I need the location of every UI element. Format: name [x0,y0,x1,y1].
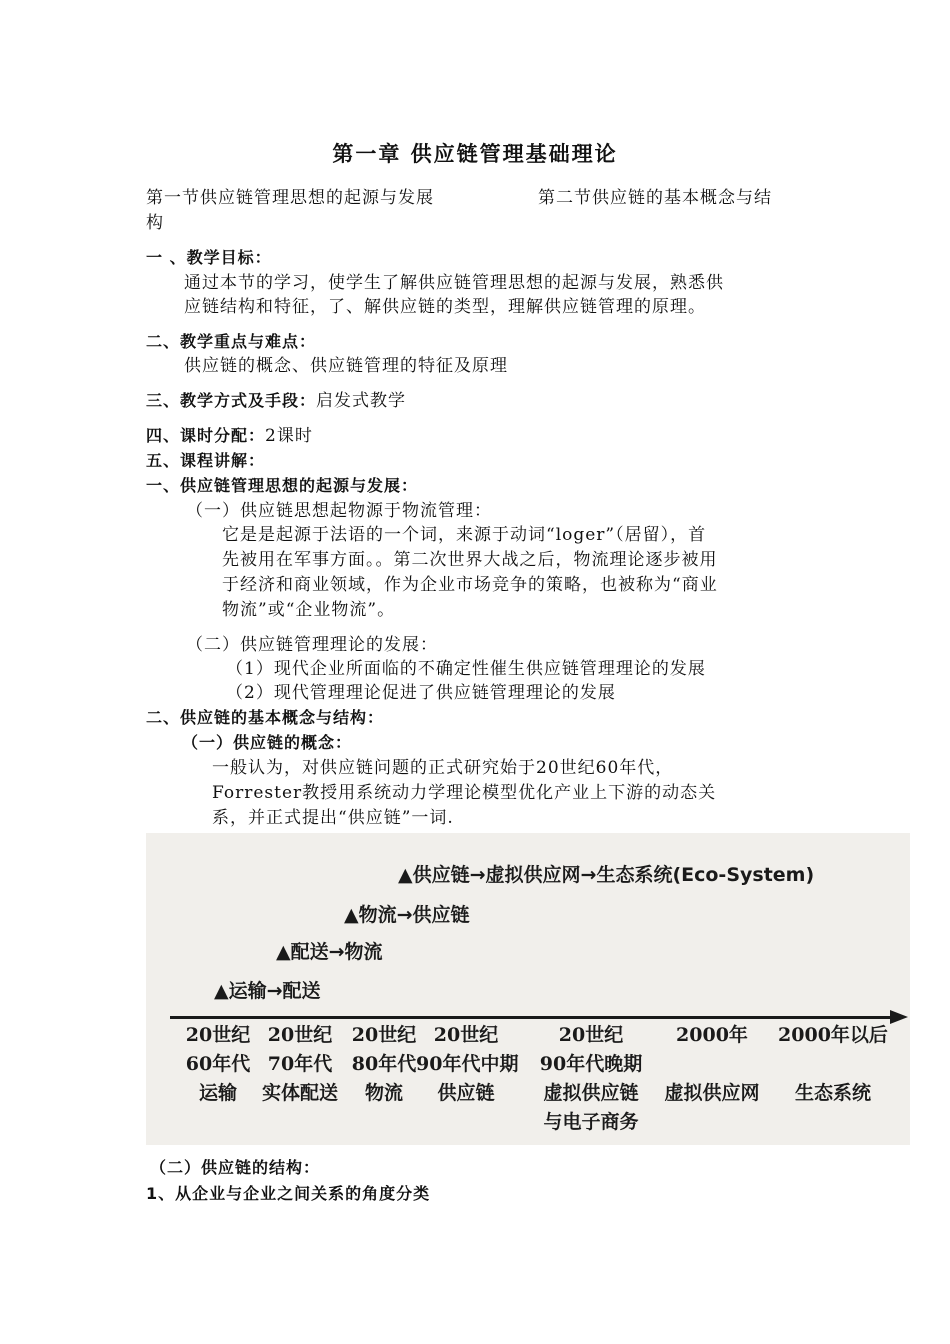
era-period: 60年代 [185,1053,251,1075]
era-year: 20世纪 [433,1024,499,1046]
structure-heading: （二）供应链的结构： [150,1158,321,1177]
structure-item1: 1、从企业与企业之间关系的角度分类 [146,1184,431,1203]
era-stage: 实体配送 [261,1082,338,1104]
timeline-axis [170,1016,894,1019]
part2-heading: 二、供应链的基本概念与结构： [146,708,385,727]
part1-para-line4: 物流”或“企业物流”。 [222,600,396,620]
era-year: 2000年以后 [778,1024,888,1046]
hours-heading: 四、课时分配： [146,426,266,445]
part1-item1: （1）现代企业所面临的不确定性催生供应链管理理论的发展 [226,659,706,679]
method-row [146,389,406,413]
era-period: 70年代 [267,1053,333,1075]
chapter-title: 第一章 供应链管理基础理论 [332,142,618,166]
era-stage: 虚拟供应网 [664,1082,760,1104]
keypoints-text: 供应链的概念、供应链管理的特征及原理 [184,356,508,376]
era-after-2000 [778,1021,888,1108]
section-two-label-wrap: 构 [146,213,164,233]
part1-para-line3: 于经济和商业领域，作为企业市场竞争的策略，也被称为“商业 [222,575,718,595]
supply-chain-evolution-figure [146,833,910,1145]
method-heading: 三、教学方式及手段： [146,391,317,410]
part2-para-line2: Forrester教授用系统动力学理论模型优化产业上下游的动态关 [212,783,717,803]
scan-noise [616,843,626,853]
lecture-heading: 五、课程讲解： [146,451,266,470]
timeline-step-2: ▲配送→物流 [276,941,383,963]
era-period [654,1050,770,1079]
goal-text-line2: 应链结构和特征，了、解供应链的类型，理解供应链管理的原理。 [184,297,706,317]
section-two-label: 第二节供应链的基本概念与结 [538,188,772,208]
era-late-1990s [526,1021,656,1137]
part1-item2: （2）现代管理理论促进了供应链管理理论的发展 [226,683,616,703]
part2-para-line1: 一般认为，对供应链问题的正式研究始于20世纪60年代， [212,758,674,778]
era-stage: 生态系统 [794,1082,871,1104]
part1-sub1: （一）供应链思想起物源于物流管理： [186,501,492,521]
era-year: 20世纪 [351,1024,417,1046]
part2-sub1: （一）供应链的概念： [182,733,353,752]
era-stage: 供应链 [437,1082,495,1104]
timeline-step-4: ▲供应链→虚拟供应网→生态系统(Eco-System) [398,864,815,886]
part1-heading: 一、供应链管理思想的起源与发展： [146,476,419,495]
era-year: 20世纪 [185,1024,251,1046]
era-2000 [654,1021,770,1108]
hours-text: 2课时 [265,426,313,446]
method-text: 启发式教学 [316,391,407,411]
part2-para-line3: 系，并正式提出“供应链”一词. [212,808,454,828]
era-period: 80年代 [351,1053,417,1075]
timeline-step-3: ▲物流→供应链 [344,904,470,926]
era-stage: 运输 [198,1082,237,1104]
era-period: 90年代中期 [416,1053,519,1075]
era-year: 2000年 [676,1024,748,1046]
era-year: 20世纪 [558,1024,624,1046]
era-mid-1990s [416,1021,519,1108]
era-year: 20世纪 [267,1024,333,1046]
era-stage-extra: 与电子商务 [543,1111,639,1133]
section-one-label: 第一节供应链管理思想的起源与发展 [146,188,434,208]
era-1970s [254,1021,346,1108]
era-period: 90年代晚期 [539,1053,643,1075]
era-1960s [174,1021,262,1108]
timeline-step-1: ▲运输→配送 [214,980,321,1002]
era-period [778,1050,888,1079]
era-stage: 虚拟供应链 [543,1082,639,1104]
goal-text-line1: 通过本节的学习，使学生了解供应链管理思想的起源与发展，熟悉供 [184,273,724,293]
era-1980s [342,1021,426,1108]
part1-para-line1: 它是是起源于法语的一个词，来源于动词“loger”（居留），首 [222,525,707,545]
era-stage: 物流 [364,1082,403,1104]
part1-sub2: （二）供应链管理理论的发展： [186,635,438,655]
part1-para-line2: 先被用在军事方面。。第二次世界大战之后，物流理论逐步被用 [222,550,718,570]
timeline-arrow-head [890,1010,908,1024]
keypoints-heading: 二、教学重点与难点： [146,332,317,351]
goal-heading: 一 、教学目标： [146,248,272,267]
hours-row [146,424,313,448]
